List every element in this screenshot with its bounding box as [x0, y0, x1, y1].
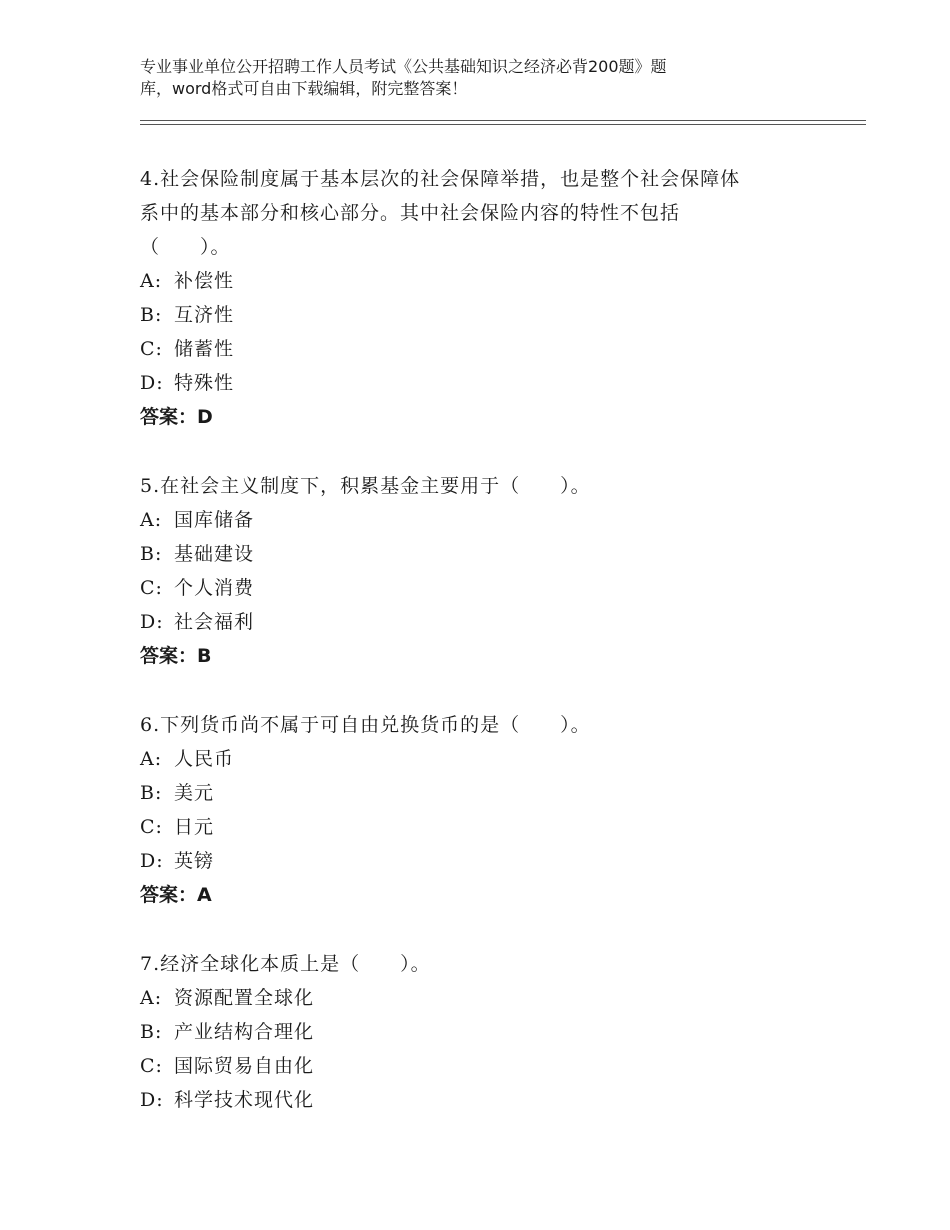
- option-text: 互济性: [174, 304, 235, 326]
- option-list: [140, 264, 820, 400]
- option-letter: B:: [140, 543, 163, 565]
- option-letter: D:: [140, 611, 164, 633]
- option-letter: B:: [140, 1021, 163, 1043]
- option-b: [140, 776, 820, 810]
- option-list: [140, 742, 820, 878]
- answer-label: 答案：D: [140, 406, 213, 428]
- option-text: 个人消费: [174, 577, 255, 599]
- option-a: [140, 742, 820, 776]
- option-text: 补偿性: [174, 270, 235, 292]
- option-text: 社会福利: [174, 611, 255, 633]
- question-stem-line: 5.在社会主义制度下，积累基金主要用于（ ）。: [140, 475, 591, 497]
- option-text: 国际贸易自由化: [174, 1055, 315, 1077]
- option-b: [140, 298, 820, 332]
- option-a: [140, 981, 820, 1015]
- option-letter: A:: [140, 509, 163, 531]
- question-stem: [140, 469, 820, 503]
- option-list: [140, 981, 820, 1117]
- option-d: [140, 1083, 820, 1117]
- option-text: 产业结构合理化: [174, 1021, 315, 1043]
- option-c: [140, 810, 820, 844]
- option-letter: A:: [140, 987, 163, 1009]
- option-letter: C:: [140, 338, 163, 360]
- question-7: [140, 947, 820, 1117]
- question-stem-line: （ ）。: [140, 236, 231, 258]
- header-title-line-2: 库，word格式可自由下载编辑，附完整答案！: [140, 79, 468, 98]
- question-stem: [140, 162, 820, 264]
- header-divider-top: [140, 120, 866, 121]
- option-letter: D:: [140, 1089, 164, 1111]
- option-d: [140, 605, 820, 639]
- option-list: [140, 503, 820, 639]
- option-text: 资源配置全球化: [174, 987, 315, 1009]
- option-a: [140, 264, 820, 298]
- header-divider-bottom: [140, 124, 866, 125]
- question-5: [140, 469, 820, 673]
- question-stem: [140, 708, 820, 742]
- option-d: [140, 844, 820, 878]
- option-d: [140, 366, 820, 400]
- option-letter: B:: [140, 782, 163, 804]
- option-text: 日元: [174, 816, 215, 838]
- option-letter: A:: [140, 270, 163, 292]
- option-letter: A:: [140, 748, 163, 770]
- question-stem-line: 7.经济全球化本质上是（ ）。: [140, 953, 431, 975]
- question-stem-line: 6.下列货币尚不属于可自由兑换货币的是（ ）。: [140, 714, 591, 736]
- option-b: [140, 1015, 820, 1049]
- option-letter: D:: [140, 850, 164, 872]
- option-text: 国库储备: [174, 509, 255, 531]
- option-text: 科学技术现代化: [174, 1089, 315, 1111]
- header-title-line-1: 专业事业单位公开招聘工作人员考试《公共基础知识之经济必背200题》题: [140, 57, 667, 76]
- answer-label: 答案：B: [140, 645, 212, 667]
- question-4: [140, 162, 820, 434]
- option-c: [140, 571, 820, 605]
- document-header: [140, 56, 780, 100]
- option-text: 人民币: [174, 748, 235, 770]
- option-letter: C:: [140, 577, 163, 599]
- question-stem-line: 系中的基本部分和核心部分。其中社会保险内容的特性不包括: [140, 202, 681, 224]
- option-text: 特殊性: [174, 372, 235, 394]
- option-c: [140, 1049, 820, 1083]
- option-text: 英镑: [174, 850, 215, 872]
- option-c: [140, 332, 820, 366]
- question-stem: [140, 947, 820, 981]
- option-letter: C:: [140, 1055, 163, 1077]
- option-b: [140, 537, 820, 571]
- option-text: 基础建设: [174, 543, 255, 565]
- option-text: 美元: [174, 782, 215, 804]
- option-letter: D:: [140, 372, 164, 394]
- option-text: 储蓄性: [174, 338, 235, 360]
- question-stem-line: 4.社会保险制度属于基本层次的社会保障举措，也是整个社会保障体: [140, 168, 741, 190]
- option-letter: B:: [140, 304, 163, 326]
- option-letter: C:: [140, 816, 163, 838]
- question-6: [140, 708, 820, 912]
- option-a: [140, 503, 820, 537]
- answer-label: 答案：A: [140, 884, 212, 906]
